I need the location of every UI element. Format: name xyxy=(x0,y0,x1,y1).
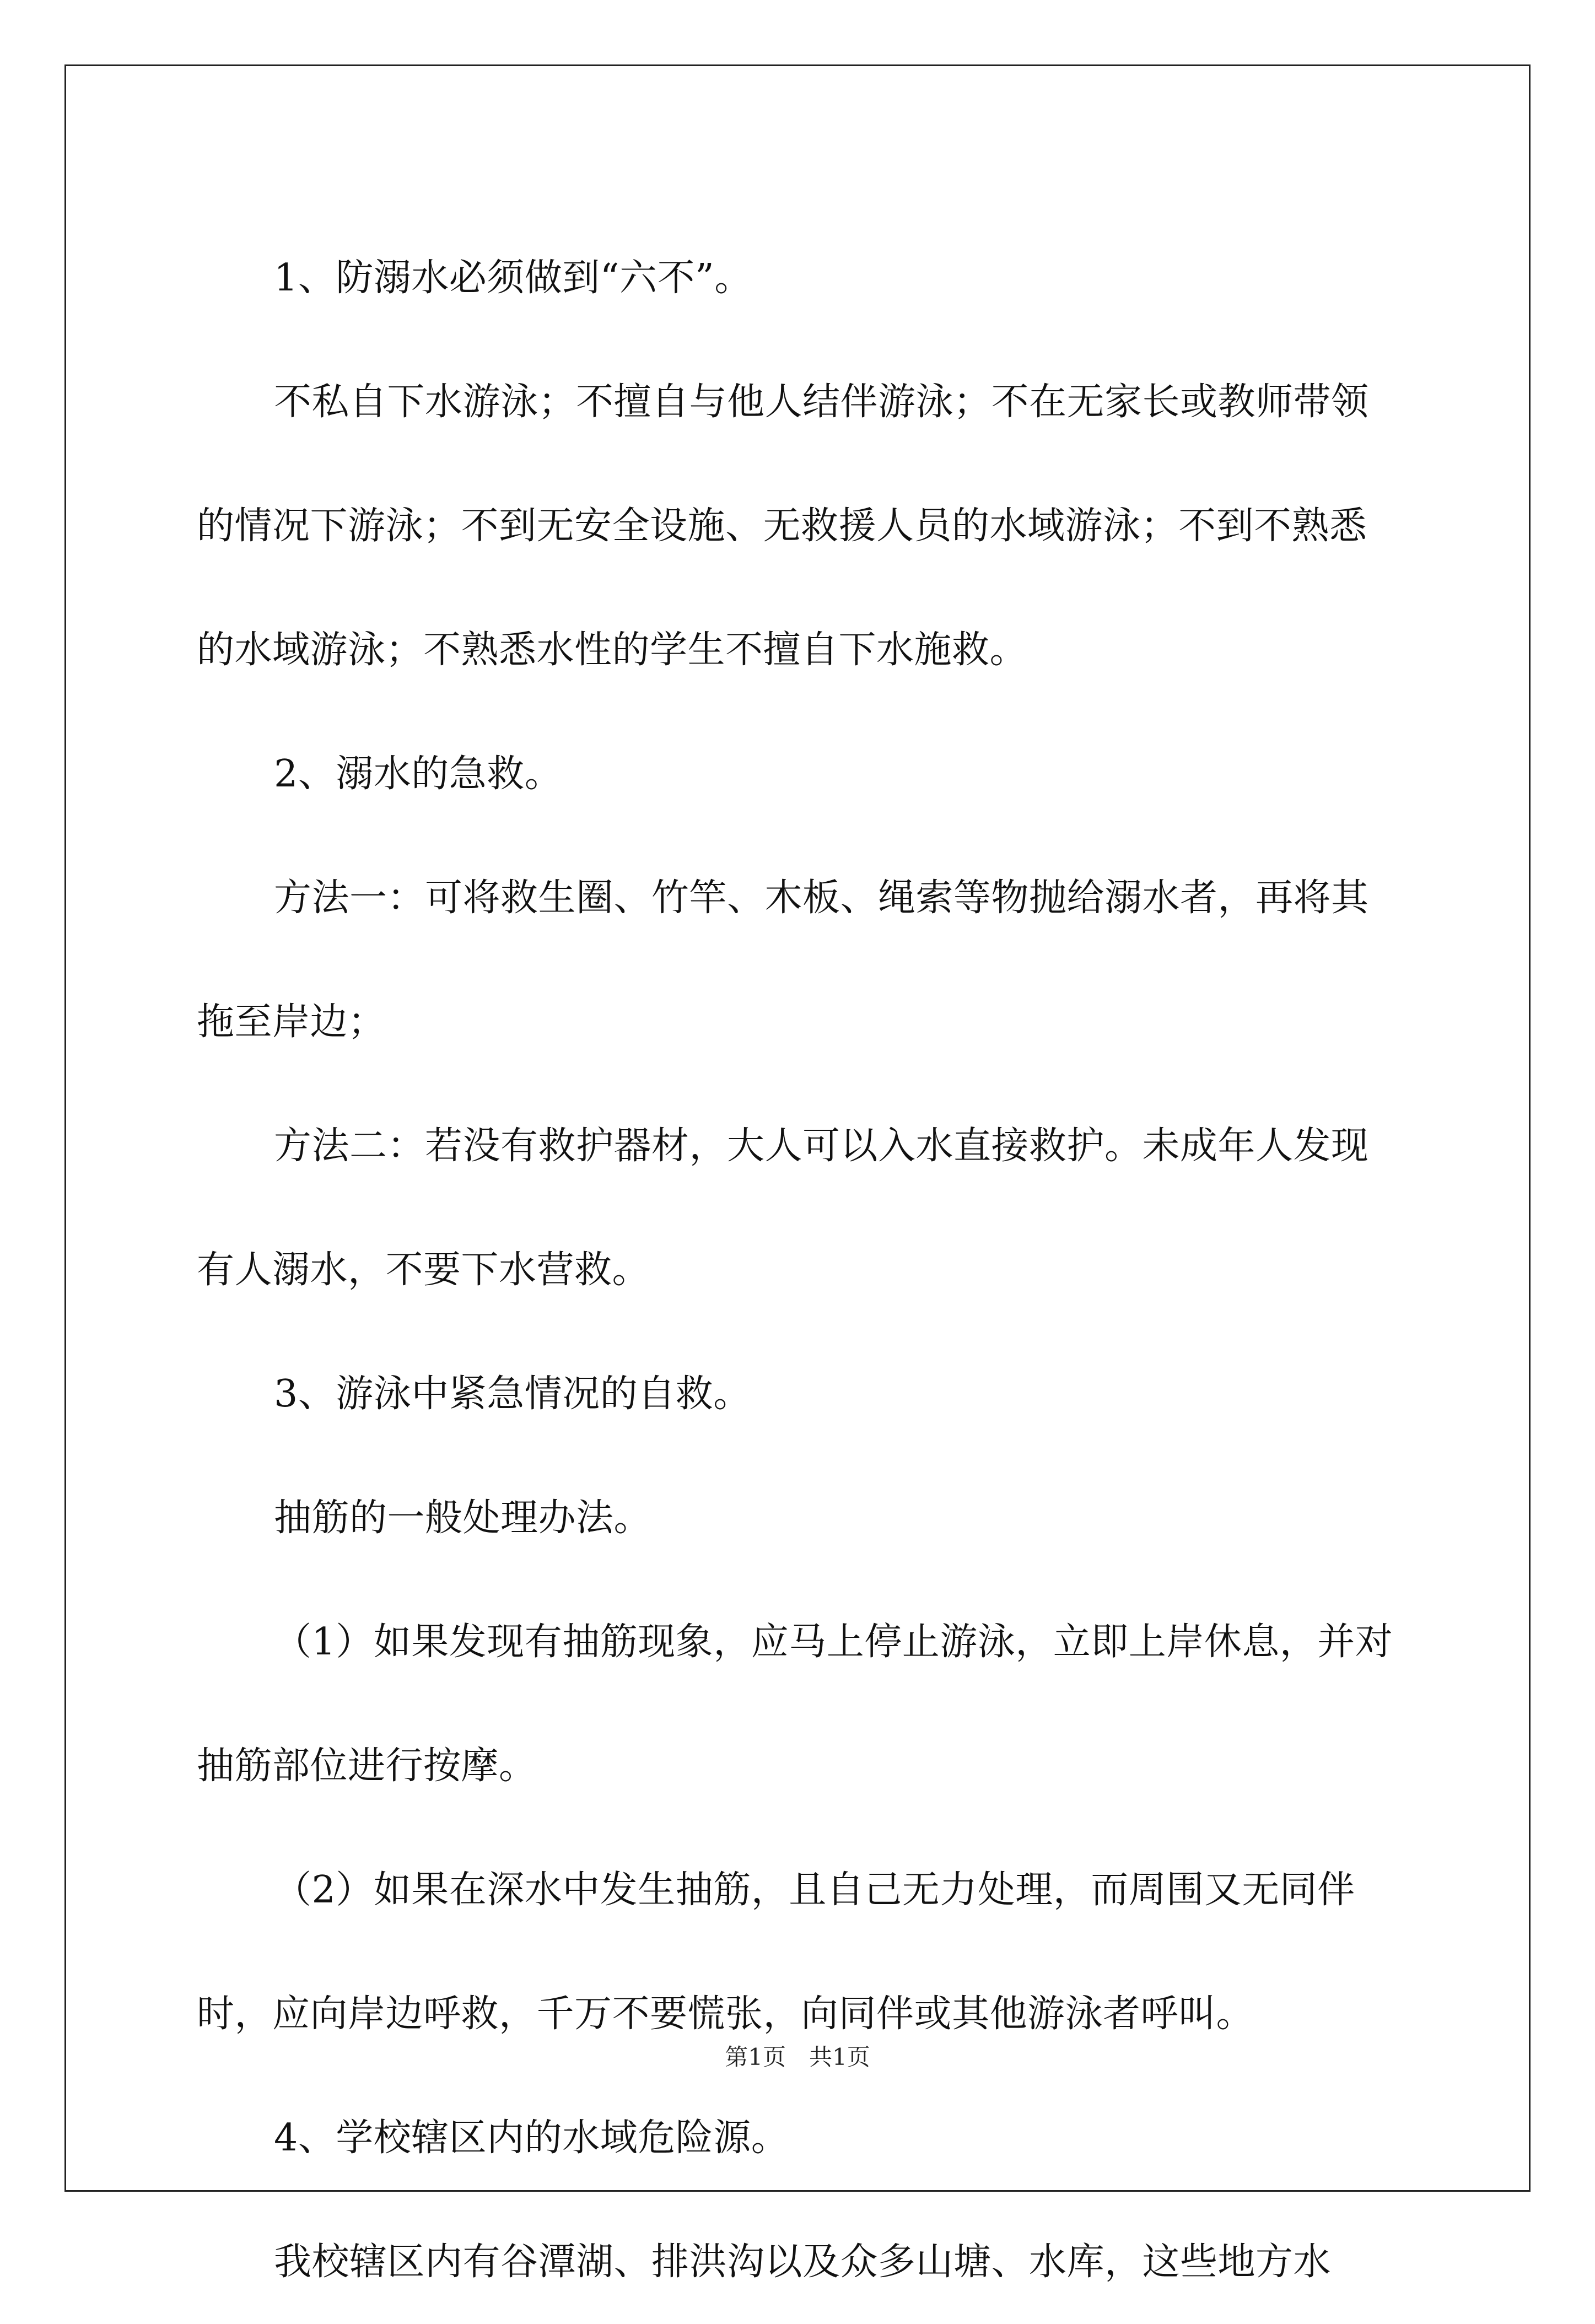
paragraph-2-heading: 2、溺水的急救。 xyxy=(274,752,563,796)
paragraph-method-two: 方法二：若没有救护器材，大人可以入水直接救护。未成年人发现有人溺水，不要下水营救。 xyxy=(197,1124,1369,1292)
paragraph-1-heading: 1、防溺水必须做到“六不”。 xyxy=(274,256,752,300)
paragraph-3-heading: 3、游泳中紧急情况的自救。 xyxy=(274,1372,751,1416)
document-body xyxy=(197,216,1398,2324)
page-footer: 第1页 共1页 xyxy=(725,2043,870,2070)
paragraph-4-heading: 4、学校辖区内的水域危险源。 xyxy=(274,2116,789,2160)
paragraph-six-nots: 不私自下水游泳；不擅自与他人结伴游泳；不在无家长或教师带领的情况下游泳；不到无安全设施、无救援人员的水域游泳；不到不熟悉的水域游泳；不熟悉水性的学生不擅自下水施救。 xyxy=(197,380,1369,672)
paragraph-cramp-1: （1）如果发现有抽筋现象，应马上停止游泳，立即上岸休息，并对抽筋部位进行按摩。 xyxy=(197,1620,1393,1788)
paragraph-method-one: 方法一：可将救生圈、竹竿、木板、绳索等物抛给溺水者，再将其拖至岸边； xyxy=(197,876,1369,1044)
paragraph-hazards: 我校辖区内有谷潭湖、排洪沟以及众多山塘、水库，这些地方水 xyxy=(274,2240,1332,2284)
paragraph-cramp-2: （2）如果在深水中发生抽筋，且自己无力处理，而周围又无同伴时，应向岸边呼救，千万不要慌张，向同伴或其他游泳者呼叫。 xyxy=(197,1868,1355,2036)
paragraph-cramp-intro: 抽筋的一般处理办法。 xyxy=(274,1496,652,1540)
